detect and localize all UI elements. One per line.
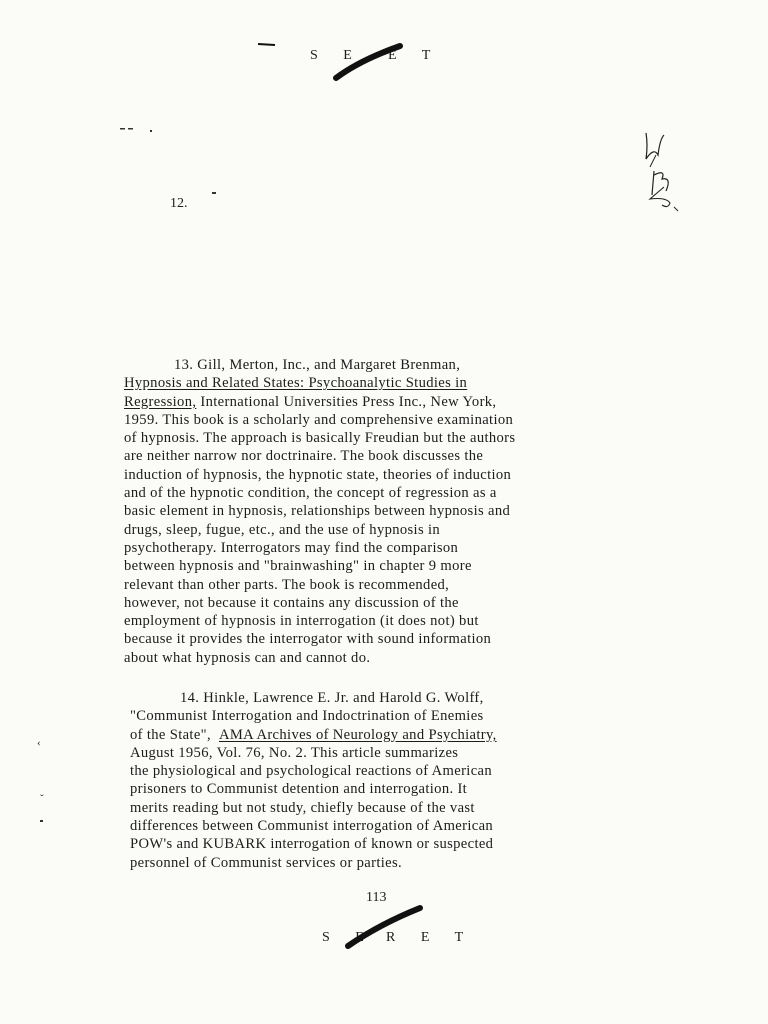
item-14-line: differences between Communist interrogation of American: [130, 818, 494, 835]
footer-classification: [322, 928, 475, 958]
stray-mark-top: [257, 41, 277, 47]
header-classification-left: S E: [310, 48, 363, 63]
item-13-line: because it provides the interrogator with sound information: [124, 631, 492, 648]
item-13-line: employment of hypnosis in interrogation (it does not) but: [124, 613, 479, 630]
item-13-title-end: Regression,: [124, 393, 197, 410]
item-13-line: [124, 393, 644, 411]
item-14-journal: AMA Archives of Neurology and Psychiatry,: [218, 726, 497, 743]
item-13-line: of hypnosis. The approach is basically Freudian but the authors: [124, 430, 516, 447]
redaction-slash-footer: [340, 902, 430, 952]
item-13-line: psychotherapy. Interrogators may find the comparison: [124, 539, 459, 556]
item-13-line: are neither narrow nor doctrinaire. The book discusses the: [124, 448, 484, 465]
item-14-title-end: of the State",: [130, 726, 211, 743]
item-13-line: between hypnosis and "brainwashing" in chapter 9 more: [124, 558, 472, 575]
item-13-line: and of the hypnotic condition, the concept of regression as a: [124, 485, 497, 502]
stray-mark-left-3: [40, 820, 43, 822]
item-14-line: 14. Hinkle, Lawrence E. Jr. and Harold G. Wolff,: [180, 690, 484, 706]
item-13-line: 13. Gill, Merton, Inc., and Margaret Brenman,: [174, 357, 461, 373]
stray-dash: [212, 192, 216, 194]
item-13-line: about what hypnosis can and cannot do.: [124, 649, 371, 666]
item-13-publisher: International Universities Press Inc., New York,: [196, 393, 497, 410]
stray-mark-left-2: ˇ: [40, 793, 44, 805]
item-13-paragraph: [124, 356, 644, 667]
item-14-line: August 1956, Vol. 76, No. 2. This article summarizes: [130, 744, 459, 761]
item-13-line: induction of hypnosis, the hypnotic state, theories of induction: [124, 466, 512, 483]
stray-marks-left-top: [120, 122, 160, 137]
header-classification-right: E T: [388, 48, 442, 63]
item-14-line: prisoners to Communist detention and interrogation. It: [130, 781, 468, 798]
item-14-line: POW's and KUBARK interrogation of known or suspected: [130, 836, 494, 853]
item-14-line: "Communist Interrogation and Indoctrination of Enemies: [130, 708, 484, 725]
page-number: 113: [366, 890, 387, 905]
footer-classification-left: S E: [322, 930, 375, 945]
item-12-number: 12.: [170, 196, 188, 211]
item-13-line: basic element in hypnosis, relationships between hypnosis and: [124, 503, 511, 520]
item-14-line: personnel of Communist services or parties.: [130, 854, 403, 871]
item-14-paragraph: [130, 689, 650, 872]
footer-classification-right: R E T: [386, 930, 475, 945]
header-classification: [310, 46, 450, 76]
redaction-slash-header: [330, 40, 410, 84]
item-14-line: the physiological and psychological reactions of American: [130, 763, 492, 780]
stray-mark-left-1: ‹: [37, 737, 41, 749]
item-13-line: relevant than other parts. The book is recommended,: [124, 576, 450, 593]
item-13-line: however, not because it contains any discussion of the: [124, 594, 459, 611]
item-13-line: drugs, sleep, fugue, etc., and the use of hypnosis in: [124, 521, 441, 538]
item-14-line: [130, 726, 650, 744]
item-13-line: 1959. This book is a scholarly and comprehensive examination: [124, 411, 514, 428]
item-13-title-line: Hypnosis and Related States: Psychoanalytic Studies in: [124, 375, 468, 392]
handwritten-annotation: [636, 125, 696, 215]
item-14-line: merits reading but not study, chiefly because of the vast: [130, 799, 475, 816]
